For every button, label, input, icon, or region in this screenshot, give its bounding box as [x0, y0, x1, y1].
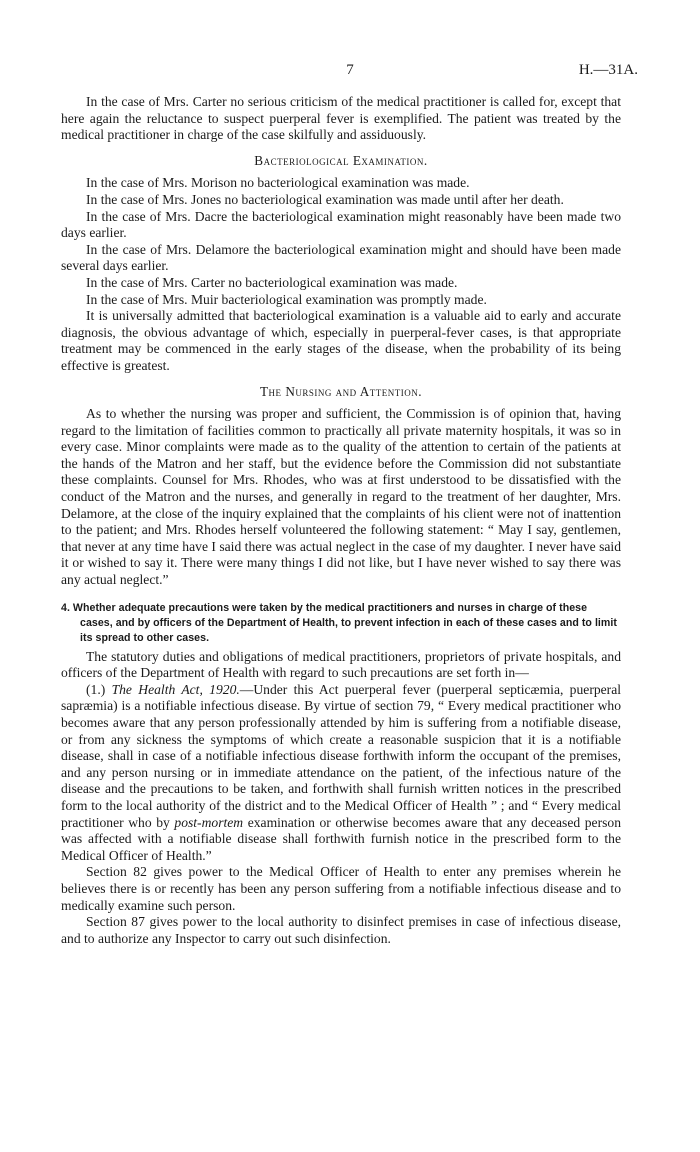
statutory-intro: The statutory duties and obligations of medical practitioners, proprietors of private hospitals, and officers of the Department of Health with regard to such precautions are set forth in—: [61, 648, 621, 681]
document-body: [61, 94, 621, 947]
bacteriological-line: In the case of Mrs. Delamore the bacteriological examination might and should have been made several days earlier.: [61, 241, 621, 274]
bacteriological-line: In the case of Mrs. Dacre the bacteriological examination might reasonably have been made two days earlier.: [61, 208, 621, 241]
page-number: 7: [346, 62, 354, 78]
post-mortem-phrase: post-mortem: [174, 814, 244, 830]
health-act-paragraph: [61, 682, 621, 865]
question-4-heading: 4. Whether adequate precautions were taken by the medical practitioners and nurses in charge of these cases, and by officers of the Department of Health, to prevent infection in each of these cases and to limit its spread to other cases.: [61, 601, 617, 644]
nursing-paragraph: As to whether the nursing was proper and sufficient, the Commission is of opinion that, having regard to the limitation of facilities common to practically all private maternity hospitals, it was so in every case. Minor complaints were made as to the quality of the attention to certain of the patients at the hands of the Matron and her staff, but the evidence before the Commission did not substantiate these complaints. Counsel for Mrs. Rhodes, who was at first understood to be dissatisfied with the conduct of the Matron and the nurses, and generally in regard to the treatment of her daughter, Mrs. Delamore, at the close of the inquiry explained that the complaints of his client were not of inattention to the patient; and Mrs. Rhodes herself volunteered the following statement: “ May I say, gentlemen, that never at any time have I said there was actual neglect in the case of my daughter. I never have said it or wished to say it. There were many things I did not like, but I have never wished to say there was any actual neglect.”: [61, 406, 621, 588]
health-act-number: (1.): [86, 681, 106, 697]
section-82-paragraph: Section 82 gives power to the Medical Officer of Health to enter any premises wherein he believes there is or recently has been any person suffering from a notifiable infectious disease and to medically examine such person.: [61, 864, 621, 913]
health-act-title: The Health Act, 1920.: [111, 681, 240, 697]
bacteriological-line: In the case of Mrs. Jones no bacteriological examination was made until after her death.: [86, 191, 564, 207]
health-act-text-end: examination or otherwise becomes aware that any deceased person was affected with a notifiable disease shall forthwith furnish notice in the prescribed form to the Medical Officer of Health.”: [61, 814, 621, 863]
bacteriological-line: In the case of Mrs. Muir bacteriological examination was promptly made.: [86, 291, 487, 307]
bacteriological-heading: Bacteriological Examination.: [254, 152, 428, 168]
bacteriological-summary: It is universally admitted that bacteriological examination is a valuable aid to early and accurate diagnosis, the obvious advantage of which, especially in puerperal-fever cases, is that appropriate treatment may be commenced in the early stages of the disease, when the probability of its being effective is greatest.: [61, 308, 621, 373]
nursing-heading: The Nursing and Attention.: [259, 383, 423, 399]
document-reference: H.—31A.: [578, 62, 638, 78]
bacteriological-line: In the case of Mrs. Morison no bacteriological examination was made.: [86, 175, 470, 191]
section-87-paragraph: Section 87 gives power to the local authority to disinfect premises in case of infectious disease, and to authorize any Inspector to carry out such disinfection.: [61, 914, 621, 946]
carter-paragraph: In the case of Mrs. Carter no serious criticism of the medical practitioner is called for, except that here again the reluctance to suspect puerperal fever is exemplified. The patient was treated by the medical practitioner in charge of the case skilfully and assiduously.: [61, 94, 621, 143]
health-act-text: —Under this Act puerperal fever (puerperal septicæmia, puerperal sapræmia) is a notifiable infectious disease. By virtue of section 79, “ Every medical practitioner who becomes aware that any person professionally attended by him is suffering from a notifiable disease, or from any sickness the symptoms of which create a reasonable suspicion that it is a notifiable disease, shall in case of a notifiable infectious disease forthwith inform the occupant of the premises, and any person nursing or in immediate attendance on the patient, of the infectious nature of the disease and the precautions to be taken, and forthwith shall furnish written notices in the prescribed form to the local authority of the district and to the Medical Officer of Health ” ; and “ Every medical practitioner who by: [61, 681, 622, 830]
bacteriological-line: In the case of Mrs. Carter no bacteriological examination was made.: [86, 274, 458, 290]
